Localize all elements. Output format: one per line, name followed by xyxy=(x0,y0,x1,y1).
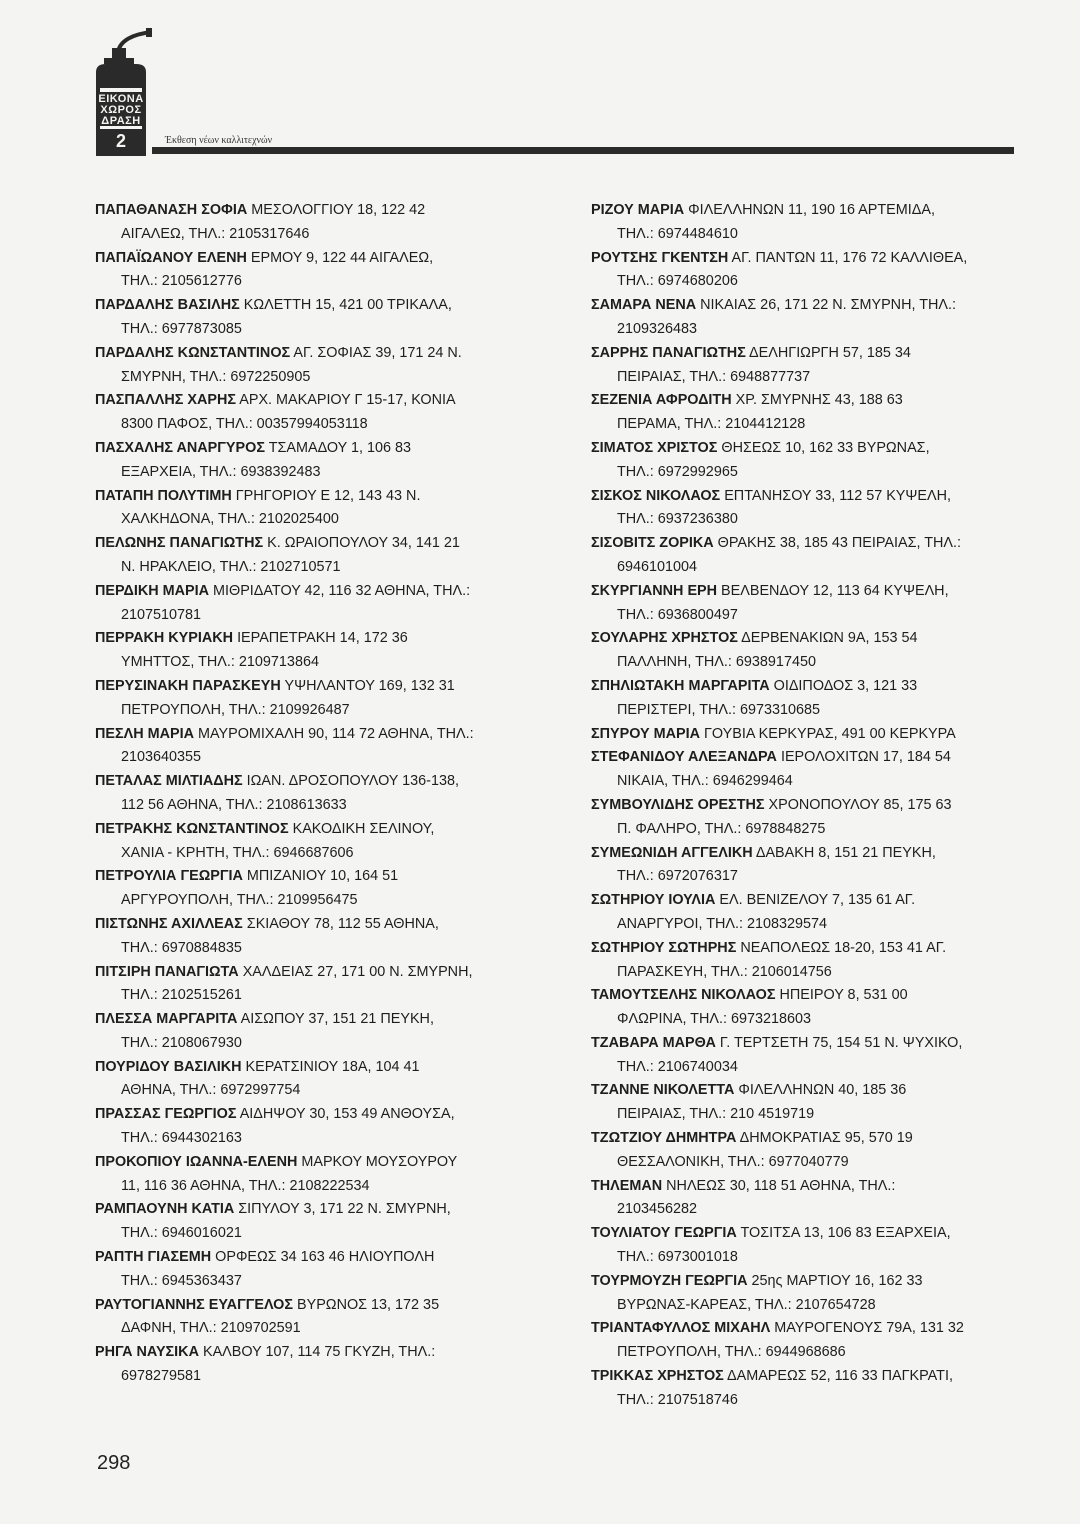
entry-line-2: ΠΕΤΡΟΥΠΟΛΗ, ΤΗΛ.: 2109926487 xyxy=(121,701,350,718)
entry-line-2: ΤΗΛ.: 2106740034 xyxy=(617,1058,738,1075)
directory-entry xyxy=(95,485,560,533)
entry-line-1 xyxy=(95,1198,560,1222)
directory-entry xyxy=(95,1341,560,1389)
directory-entry xyxy=(591,199,1031,247)
entry-address: Γ. ΤΕΡΤΣΕΤΗ 75, 154 51 Ν. ΨΥΧΙΚΟ, xyxy=(719,1034,963,1051)
entry-address: ΙΩΑΝ. ΔΡΟΣΟΠΟΥΛΟΥ 136-138, xyxy=(246,773,459,790)
entry-name: ΡΗΓΑ ΝΑΥΣΙΚΑ xyxy=(95,1344,199,1361)
entry-name: ΣΩΤΗΡΙΟΥ ΙΟΥΛΙΑ xyxy=(591,892,716,909)
entry-address: 25ης ΜΑΡΤΙΟΥ 16, 162 33 xyxy=(751,1272,923,1289)
entry-name: ΡΑΠΤΗ ΓΙΑΣΕΜΗ xyxy=(95,1249,212,1266)
entry-name: ΠΕΤΑΛΑΣ ΜΙΛΤΙΑΔΗΣ xyxy=(95,773,243,790)
entry-line-2: 112 56 ΑΘΗΝΑ, ΤΗΛ.: 2108613633 xyxy=(121,796,347,813)
entry-address: ΘΡΑΚΗΣ 38, 185 43 ΠΕΙΡΑΙΑΣ, ΤΗΛ.: xyxy=(717,535,962,552)
entry-line-1 xyxy=(591,746,1031,770)
entry-address: ΝΗΛΕΩΣ 30, 118 51 ΑΘΗΝΑ, ΤΗΛ.: xyxy=(666,1177,896,1194)
entry-line-1 xyxy=(591,1079,1031,1103)
directory-entry xyxy=(95,961,560,1009)
entry-line-1 xyxy=(591,842,1031,866)
entry-address: ΔΑΜΑΡΕΩΣ 52, 116 33 ΠΑΓΚΡΑΤΙ, xyxy=(727,1368,953,1385)
entry-line-2: ΤΗΛ.: 2102515261 xyxy=(121,987,242,1004)
directory-entry xyxy=(591,794,1031,842)
entry-name: ΠΑΣΧΑΛΗΣ ΑΝΑΡΓΥΡΟΣ xyxy=(95,439,265,456)
directory-entry xyxy=(591,723,1031,747)
entry-line-1 xyxy=(591,247,1031,271)
entry-address: ΑΡΧ. ΜΑΚΑΡΙΟΥ Γ 15-17, ΚΟΝΙΑ xyxy=(239,392,456,409)
entry-name: ΤΟΥΛΙΑΤΟΥ ΓΕΩΡΓΙΑ xyxy=(591,1225,737,1242)
entry-name: ΠΡΑΣΣΑΣ ΓΕΩΡΓΙΟΣ xyxy=(95,1106,237,1123)
logo-line-1: ΕΙΚΟΝΑ xyxy=(98,93,144,105)
entry-address: ΜΑΥΡΟΓΕΝΟΥΣ 79Α, 131 32 xyxy=(774,1320,964,1337)
entry-line-2: ΠΕΡΑΜΑ, ΤΗΛ.: 2104412128 xyxy=(617,416,806,433)
entry-address: ΔΑΒΑΚΗ 8, 151 21 ΠΕΥΚΗ, xyxy=(755,844,936,861)
entry-line-2: ΑΡΓΥΡΟΥΠΟΛΗ, ΤΗΛ.: 2109956475 xyxy=(121,892,358,909)
entry-address: ΘΗΣΕΩΣ 10, 162 33 ΒΥΡΩΝΑΣ, xyxy=(721,439,930,456)
directory-entry xyxy=(95,627,560,675)
entry-line-2: ΤΗΛ.: 6945363437 xyxy=(121,1272,242,1289)
directory-entry xyxy=(95,818,560,866)
directory-entry xyxy=(591,675,1031,723)
entry-line-1 xyxy=(591,294,1031,318)
entry-line-1 xyxy=(95,580,560,604)
entry-line-1 xyxy=(591,1270,1031,1294)
entry-address: ΕΠΤΑΝΗΣΟΥ 33, 112 57 ΚΥΨΕΛΗ, xyxy=(724,487,952,504)
entry-name: ΤΗΛΕΜΑΝ xyxy=(591,1177,663,1194)
entry-line-1 xyxy=(95,1008,560,1032)
entry-name: ΣΤΕΦΑΝΙΔΟΥ ΑΛΕΞΑΝΔΡΑ xyxy=(591,749,777,766)
entry-line-1 xyxy=(591,389,1031,413)
entry-line-2: ΤΗΛ.: 6973001018 xyxy=(617,1249,738,1266)
entry-name: ΠΟΥΡΙΔΟΥ ΒΑΣΙΛΙΚΗ xyxy=(95,1058,242,1075)
entry-address: ΤΣΑΜΑΔΟΥ 1, 106 83 xyxy=(268,439,411,456)
right-column xyxy=(591,199,1031,1413)
entry-address: ΚΑΛΒΟΥ 107, 114 75 ΓΚΥΖΗ, ΤΗΛ.: xyxy=(202,1344,436,1361)
entry-address: ΑΙΣΩΠΟΥ 37, 151 21 ΠΕΥΚΗ, xyxy=(240,1011,434,1028)
entry-line-2: 8300 ΠΑΦΟΣ, ΤΗΛ.: 00357994053118 xyxy=(121,416,368,433)
directory-entry xyxy=(95,1103,560,1151)
entry-address: ΒΥΡΩΝΟΣ 13, 172 35 xyxy=(297,1296,440,1313)
entry-name: ΠΕΡΔΙΚΗ ΜΑΡΙΑ xyxy=(95,582,210,599)
entry-name: ΣΩΤΗΡΙΟΥ ΣΩΤΗΡΗΣ xyxy=(591,939,737,956)
entry-name: ΠΕΛΩΝΗΣ ΠΑΝΑΓΙΩΤΗΣ xyxy=(95,535,264,552)
entry-line-1 xyxy=(95,1341,560,1365)
entry-line-2: ΠΕΙΡΑΙΑΣ, ΤΗΛ.: 210 4519719 xyxy=(617,1106,815,1123)
directory-entry xyxy=(95,580,560,628)
entry-line-2: ΔΑΦΝΗ, ΤΗΛ.: 2109702591 xyxy=(121,1320,301,1337)
entry-name: ΠΛΕΣΣΑ ΜΑΡΓΑΡΙΤΑ xyxy=(95,1011,238,1028)
directory-entry xyxy=(591,1317,1031,1365)
entry-line-1 xyxy=(95,770,560,794)
entry-address: ΔΕΛΗΓΙΩΡΓΗ 57, 185 34 xyxy=(749,344,911,361)
entry-line-2: ΧΑΛΚΗΔΟΝΑ, ΤΗΛ.: 2102025400 xyxy=(121,511,339,528)
entry-address: ΝΕΑΠΟΛΕΩΣ 18-20, 153 41 ΑΓ. xyxy=(740,939,947,956)
entry-line-2: ΥΜΗΤΤΟΣ, ΤΗΛ.: 2109713864 xyxy=(121,654,319,671)
entry-address: ΕΡΜΟΥ 9, 122 44 ΑΙΓΑΛΕΩ, xyxy=(250,249,434,266)
entry-name: ΡΑΥΤΟΓΙΑΝΝΗΣ ΕΥΑΓΓΕΛΟΣ xyxy=(95,1296,294,1313)
entry-line-2: ΤΗΛ.: 2108067930 xyxy=(121,1034,242,1051)
entry-line-1 xyxy=(591,889,1031,913)
entry-line-1 xyxy=(591,794,1031,818)
entry-line-1 xyxy=(591,1175,1031,1199)
directory-entry xyxy=(95,865,560,913)
directory-entry xyxy=(95,913,560,961)
directory-entry xyxy=(591,437,1031,485)
entry-line-1 xyxy=(591,723,1031,747)
entry-line-1 xyxy=(95,1246,560,1270)
entry-address: ΜΙΘΡΙΔΑΤΟΥ 42, 116 32 ΑΘΗΝΑ, ΤΗΛ.: xyxy=(213,582,471,599)
header-subtitle: Έκθεση νέων καλλιτεχνών xyxy=(165,135,273,146)
entry-line-1 xyxy=(591,580,1031,604)
entry-name: ΤΖΑΝΝΕ ΝΙΚΟΛΕΤΤΑ xyxy=(591,1082,735,1099)
entry-name: ΤΡΙΑΝΤΑΦΥΛΛΟΣ ΜΙΧΑΗΛ xyxy=(591,1320,771,1337)
entry-line-1 xyxy=(95,675,560,699)
entry-name: ΤΟΥΡΜΟΥΖΗ ΓΕΩΡΓΙΑ xyxy=(591,1272,748,1289)
entry-name: ΠΡΟΚΟΠΙΟΥ ΙΩΑΝΝΑ-ΕΛΕΝΗ xyxy=(95,1153,298,1170)
directory-entry xyxy=(95,1008,560,1056)
entry-address: ΣΙΠΥΛΟΥ 3, 171 22 Ν. ΣΜΥΡΝΗ, xyxy=(238,1201,451,1218)
directory-entry xyxy=(591,1079,1031,1127)
entry-address: ΟΡΦΕΩΣ 34 163 46 ΗΛΙΟΥΠΟΛΗ xyxy=(215,1249,435,1266)
entry-name: ΣΑΜΑΡΑ ΝΕΝΑ xyxy=(591,297,697,314)
entry-line-2: ΒΥΡΩΝΑΣ-ΚΑΡΕΑΣ, ΤΗΛ.: 2107654728 xyxy=(617,1296,876,1313)
header-rule xyxy=(152,147,1014,154)
directory-entry xyxy=(95,532,560,580)
entry-address: ΜΑΡΚΟΥ ΜΟΥΣΟΥΡΟΥ xyxy=(301,1153,458,1170)
entry-line-1 xyxy=(95,199,560,223)
entry-line-1 xyxy=(591,937,1031,961)
entry-line-2: ΑΝΑΡΓΥΡΟΙ, ΤΗΛ.: 2108329574 xyxy=(617,915,828,932)
entry-line-1 xyxy=(591,1317,1031,1341)
entry-line-2: ΦΛΩΡΙΝΑ, ΤΗΛ.: 6973218603 xyxy=(617,1011,811,1028)
entry-address: ΚΕΡΑΤΣΙΝΙΟΥ 18Α, 104 41 xyxy=(245,1058,420,1075)
entry-address: ΜΠΙΖΑΝΙΟΥ 10, 164 51 xyxy=(246,868,399,885)
entry-line-2: ΠΑΛΛΗΝΗ, ΤΗΛ.: 6938917450 xyxy=(617,654,816,671)
directory-entry xyxy=(591,1032,1031,1080)
entry-address: ΤΟΣΙΤΣΑ 13, 106 83 ΕΞΑΡΧΕΙΑ, xyxy=(740,1225,951,1242)
entry-line-2: ΠΕΙΡΑΙΑΣ, ΤΗΛ.: 6948877737 xyxy=(617,368,811,385)
entry-address: ΙΕΡΟΛΟΧΙΤΩΝ 17, 184 54 xyxy=(780,749,951,766)
entry-name: ΤΖΑΒΑΡΑ ΜΑΡΘΑ xyxy=(591,1034,716,1051)
entry-address: ΧΡ. ΣΜΥΡΝΗΣ 43, 188 63 xyxy=(735,392,903,409)
directory-entry xyxy=(591,485,1031,533)
entry-name: ΠΕΣΛΗ ΜΑΡΙΑ xyxy=(95,725,194,742)
directory-entry xyxy=(591,937,1031,985)
directory-entry xyxy=(591,1365,1031,1413)
entry-name: ΠΑΣΠΑΛΛΗΣ ΧΑΡΗΣ xyxy=(95,392,237,409)
entry-address: ΣΚΙΑΘΟΥ 78, 112 55 ΑΘΗΝΑ, xyxy=(246,915,439,932)
entry-name: ΠΑΠΑΪΩΑΝΟΥ ΕΛΕΝΗ xyxy=(95,249,247,266)
entry-line-1 xyxy=(95,1151,560,1175)
entry-name: ΠΑΡΔΑΛΗΣ ΚΩΝΣΤΑΝΤΙΝΟΣ xyxy=(95,344,291,361)
entry-name: ΣΙΣΚΟΣ ΝΙΚΟΛΑΟΣ xyxy=(591,487,721,504)
entry-address: ΔΗΜΟΚΡΑΤΙΑΣ 95, 570 19 xyxy=(739,1130,913,1147)
entry-address: ΙΕΡΑΠΕΤΡΑΚΗ 14, 172 36 xyxy=(237,630,408,647)
entry-line-2: 2103456282 xyxy=(617,1201,698,1218)
entry-address: ΑΓ. ΣΟΦΙΑΣ 39, 171 24 Ν. xyxy=(293,344,462,361)
entry-line-2: ΤΗΛ.: 2105612776 xyxy=(121,273,242,290)
entry-line-1 xyxy=(95,1294,560,1318)
directory-entry xyxy=(591,842,1031,890)
directory-entry xyxy=(591,984,1031,1032)
entry-line-1 xyxy=(95,723,560,747)
directory-entry xyxy=(591,746,1031,794)
entry-name: ΠΑΡΔΑΛΗΣ ΒΑΣΙΛΗΣ xyxy=(95,297,240,314)
entry-line-1 xyxy=(95,865,560,889)
entry-line-2: 2109326483 xyxy=(617,320,698,337)
entry-line-1 xyxy=(591,1365,1031,1389)
entry-line-2: ΠΑΡΑΣΚΕΥΗ, ΤΗΛ.: 2106014756 xyxy=(617,963,832,980)
directory-entry xyxy=(591,889,1031,937)
entry-name: ΠΑΠΑΘΑΝΑΣΗ ΣΟΦΙΑ xyxy=(95,202,248,218)
entry-name: ΣΕΖΕΝΙΑ ΑΦΡΟΔΙΤΗ xyxy=(591,392,732,409)
entry-line-2: ΕΞΑΡΧΕΙΑ, ΤΗΛ.: 6938392483 xyxy=(121,463,321,480)
entry-line-1 xyxy=(95,627,560,651)
directory-entry xyxy=(95,675,560,723)
entry-line-1 xyxy=(95,913,560,937)
directory-entry xyxy=(95,1151,560,1199)
entry-name: ΣΟΥΛΑΡΗΣ ΧΡΗΣΤΟΣ xyxy=(591,630,738,647)
entry-name: ΣΙΣΟΒΙΤΣ ΖΟΡΙΚΑ xyxy=(591,535,714,552)
entry-line-1 xyxy=(591,675,1031,699)
entry-line-2: ΘΕΣΣΑΛΟΝΙΚΗ, ΤΗΛ.: 6977040779 xyxy=(617,1153,849,1170)
entry-name: ΤΑΜΟΥΤΣΕΛΗΣ ΝΙΚΟΛΑΟΣ xyxy=(591,987,776,1004)
entry-address: ΜΕΣΟΛΟΓΓΙΟΥ 18, 122 42 xyxy=(251,202,426,218)
entry-line-1 xyxy=(591,627,1031,651)
entry-line-2: 6946101004 xyxy=(617,558,698,575)
entry-line-1 xyxy=(591,1127,1031,1151)
entry-name: ΤΡΙΚΚΑΣ ΧΡΗΣΤΟΣ xyxy=(591,1368,724,1385)
entry-name: ΣΥΜΒΟΥΛΙΔΗΣ ΟΡΕΣΤΗΣ xyxy=(591,796,765,813)
directory-entry xyxy=(95,1056,560,1104)
directory-entry xyxy=(591,247,1031,295)
entry-address: ΓΡΗΓΟΡΙΟΥ Ε 12, 143 43 Ν. xyxy=(235,487,421,504)
entry-line-1 xyxy=(591,1032,1031,1056)
page-number: 298 xyxy=(97,1452,131,1474)
entry-name: ΠΙΤΣΙΡΗ ΠΑΝΑΓΙΩΤΑ xyxy=(95,963,239,980)
entry-name: ΡΟΥΤΣΗΣ ΓΚΕΝΤΣΗ xyxy=(591,249,729,266)
entry-line-2: ΠΕΤΡΟΥΠΟΛΗ, ΤΗΛ.: 6944968686 xyxy=(617,1344,846,1361)
entry-line-2: ΣΜΥΡΝΗ, ΤΗΛ.: 6972250905 xyxy=(121,368,311,385)
entry-line-2: ΠΕΡΙΣΤΕΡΙ, ΤΗΛ.: 6973310685 xyxy=(617,701,821,718)
directory-entry xyxy=(591,580,1031,628)
directory-entry xyxy=(95,199,560,247)
directory-entry xyxy=(591,389,1031,437)
entry-line-1 xyxy=(591,984,1031,1008)
entry-address: ΗΠΕΙΡΟΥ 8, 531 00 xyxy=(779,987,908,1004)
entry-line-1 xyxy=(95,818,560,842)
entry-line-2: ΤΗΛ.: 2107518746 xyxy=(617,1391,738,1408)
entry-name: ΤΖΩΤΖΙΟΥ ΔΗΜΗΤΡΑ xyxy=(591,1130,737,1147)
entry-address: ΚΑΚΟΔΙΚΗ ΣΕΛΙΝΟΥ, xyxy=(292,820,435,837)
logo-number: 2 xyxy=(115,131,126,151)
directory-entry xyxy=(95,1246,560,1294)
entry-line-1 xyxy=(591,342,1031,366)
directory-entry xyxy=(591,1127,1031,1175)
logo-line-3: ΔΡΑΣΗ xyxy=(101,115,141,127)
entry-line-2: ΤΗΛ.: 6974680206 xyxy=(617,273,738,290)
entry-name: ΡΙΖΟΥ ΜΑΡΙΑ xyxy=(591,202,685,218)
entry-name: ΠΕΤΡΑΚΗΣ ΚΩΝΣΤΑΝΤΙΝΟΣ xyxy=(95,820,289,837)
directory-entry xyxy=(95,389,560,437)
entry-line-1 xyxy=(95,1056,560,1080)
entry-line-2: 6978279581 xyxy=(121,1368,202,1385)
entry-line-2: ΤΗΛ.: 6944302163 xyxy=(121,1130,242,1147)
entry-line-1 xyxy=(95,961,560,985)
entry-name: ΠΕΡΡΑΚΗ ΚΥΡΙΑΚΗ xyxy=(95,630,234,647)
entry-line-1 xyxy=(591,437,1031,461)
directory-entry xyxy=(95,342,560,390)
directory-entry xyxy=(95,247,560,295)
logo-line-2: ΧΩΡΟΣ xyxy=(100,104,142,116)
entry-line-2: ΤΗΛ.: 6970884835 xyxy=(121,939,242,956)
entry-address: ΧΡΟΝΟΠΟΥΛΟΥ 85, 175 63 xyxy=(768,796,952,813)
entry-line-1 xyxy=(95,532,560,556)
entry-line-2: Π. ΦΑΛΗΡΟ, ΤΗΛ.: 6978848275 xyxy=(617,820,826,837)
entry-line-2: ΤΗΛ.: 6974484610 xyxy=(617,225,738,242)
entry-address: ΦΙΛΕΛΛΗΝΩΝ 40, 185 36 xyxy=(738,1082,907,1099)
entry-line-1 xyxy=(591,485,1031,509)
extinguisher-logo xyxy=(90,28,152,156)
entry-address: Κ. ΩΡΑΙΟΠΟΥΛΟΥ 34, 141 21 xyxy=(267,535,460,552)
entry-name: ΣΥΜΕΩΝΙΔΗ ΑΓΓΕΛΙΚΗ xyxy=(591,844,753,861)
entry-name: ΠΕΡΥΣΙΝΑΚΗ ΠΑΡΑΣΚΕΥΗ xyxy=(95,677,281,694)
entry-address: ΥΨΗΛΑΝΤΟΥ 169, 132 31 xyxy=(284,677,455,694)
directory-entry xyxy=(95,437,560,485)
entry-address: ΟΙΔΙΠΟΔΟΣ 3, 121 33 xyxy=(773,677,918,694)
entry-line-2: ΤΗΛ.: 6937236380 xyxy=(617,511,738,528)
entry-address: ΧΑΛΔΕΙΑΣ 27, 171 00 Ν. ΣΜΥΡΝΗ, xyxy=(242,963,473,980)
entry-line-1 xyxy=(95,342,560,366)
directory-entry xyxy=(591,1175,1031,1223)
entry-line-1 xyxy=(95,437,560,461)
entry-line-2: ΤΗΛ.: 6977873085 xyxy=(121,320,242,337)
directory-entry xyxy=(591,1270,1031,1318)
entry-name: ΣΑΡΡΗΣ ΠΑΝΑΓΙΩΤΗΣ xyxy=(591,344,746,361)
entry-line-2: ΤΗΛ.: 6946016021 xyxy=(121,1225,242,1242)
entry-address: ΕΛ. ΒΕΝΙΖΕΛΟΥ 7, 135 61 ΑΓ. xyxy=(719,892,916,909)
entry-line-1 xyxy=(591,1222,1031,1246)
entry-line-2: ΤΗΛ.: 6972992965 xyxy=(617,463,738,480)
entry-line-1 xyxy=(95,389,560,413)
entry-address: ΒΕΛΒΕΝΔΟΥ 12, 113 64 ΚΥΨΕΛΗ, xyxy=(721,582,949,599)
entry-line-2: ΧΑΝΙΑ - ΚΡΗΤΗ, ΤΗΛ.: 6946687606 xyxy=(121,844,354,861)
entry-line-1 xyxy=(95,485,560,509)
entry-address: ΑΓ. ΠΑΝΤΩΝ 11, 176 72 ΚΑΛΛΙΘΕΑ, xyxy=(731,249,968,266)
entry-address: ΓΟΥΒΙΑ ΚΕΡΚΥΡΑΣ, 491 00 ΚΕΡΚΥΡΑ xyxy=(703,725,956,742)
entry-name: ΣΠΗΛΙΩΤΑΚΗ ΜΑΡΓΑΡΙΤΑ xyxy=(591,677,770,694)
entry-address: ΔΕΡΒΕΝΑΚΙΩΝ 9Α, 153 54 xyxy=(741,630,918,647)
entry-name: ΣΠΥΡΟΥ ΜΑΡΙΑ xyxy=(591,725,700,742)
entry-name: ΣΙΜΑΤΟΣ ΧΡΙΣΤΟΣ xyxy=(591,439,718,456)
entry-address: ΜΑΥΡΟΜΙΧΑΛΗ 90, 114 72 ΑΘΗΝΑ, ΤΗΛ.: xyxy=(198,725,474,742)
entry-line-1 xyxy=(591,532,1031,556)
directory-entry xyxy=(591,532,1031,580)
directory-entry xyxy=(591,342,1031,390)
directory-entry xyxy=(95,1198,560,1246)
entry-line-2: ΤΗΛ.: 6972076317 xyxy=(617,868,738,885)
entry-line-2: 2103640355 xyxy=(121,749,202,766)
entry-line-2: ΝΙΚΑΙΑ, ΤΗΛ.: 6946299464 xyxy=(617,773,793,790)
page-header xyxy=(0,0,1080,170)
entry-line-1 xyxy=(95,294,560,318)
entry-address: ΑΙΔΗΨΟΥ 30, 153 49 ΑΝΘΟΥΣΑ, xyxy=(239,1106,455,1123)
entry-line-1 xyxy=(95,247,560,271)
entry-line-1 xyxy=(591,199,1031,223)
entry-name: ΠΑΤΑΠΗ ΠΟΛΥΤΙΜΗ xyxy=(95,487,232,504)
entry-line-2: Ν. ΗΡΑΚΛΕΙΟ, ΤΗΛ.: 2102710571 xyxy=(121,558,341,575)
directory-entry xyxy=(95,294,560,342)
entry-line-2: 11, 116 36 ΑΘΗΝΑ, ΤΗΛ.: 2108222534 xyxy=(121,1177,370,1194)
entry-line-2: ΤΗΛ.: 6936800497 xyxy=(617,606,738,623)
entry-address: ΝΙΚΑΙΑΣ 26, 171 22 Ν. ΣΜΥΡΝΗ, ΤΗΛ.: xyxy=(700,297,956,314)
directory-entry xyxy=(95,770,560,818)
entry-name: ΣΚΥΡΓΙΑΝΝΗ ΕΡΗ xyxy=(591,582,718,599)
left-column xyxy=(95,199,560,1389)
entry-address: ΦΙΛΕΛΛΗΝΩΝ 11, 190 16 ΑΡΤΕΜΙΔΑ, xyxy=(688,202,935,218)
entry-line-2: ΑΙΓΑΛΕΩ, ΤΗΛ.: 2105317646 xyxy=(121,225,310,242)
entry-name: ΠΙΣΤΩΝΗΣ ΑΧΙΛΛΕΑΣ xyxy=(95,915,243,932)
directory-entry xyxy=(591,627,1031,675)
directory-entry xyxy=(591,294,1031,342)
directory-entry xyxy=(95,723,560,771)
entry-name: ΡΑΜΠΑΟΥΝΗ ΚΑΤΙΑ xyxy=(95,1201,235,1218)
entry-address: ΚΩΛΕΤΤΗ 15, 421 00 ΤΡΙΚΑΛΑ, xyxy=(243,297,452,314)
entry-line-2: 2107510781 xyxy=(121,606,202,623)
logo-text xyxy=(93,94,149,127)
directory-entry xyxy=(591,1222,1031,1270)
entry-line-2: ΑΘΗΝΑ, ΤΗΛ.: 6972997754 xyxy=(121,1082,301,1099)
entry-name: ΠΕΤΡΟΥΛΙΑ ΓΕΩΡΓΙΑ xyxy=(95,868,243,885)
directory-entry xyxy=(95,1294,560,1342)
entry-line-1 xyxy=(95,1103,560,1127)
